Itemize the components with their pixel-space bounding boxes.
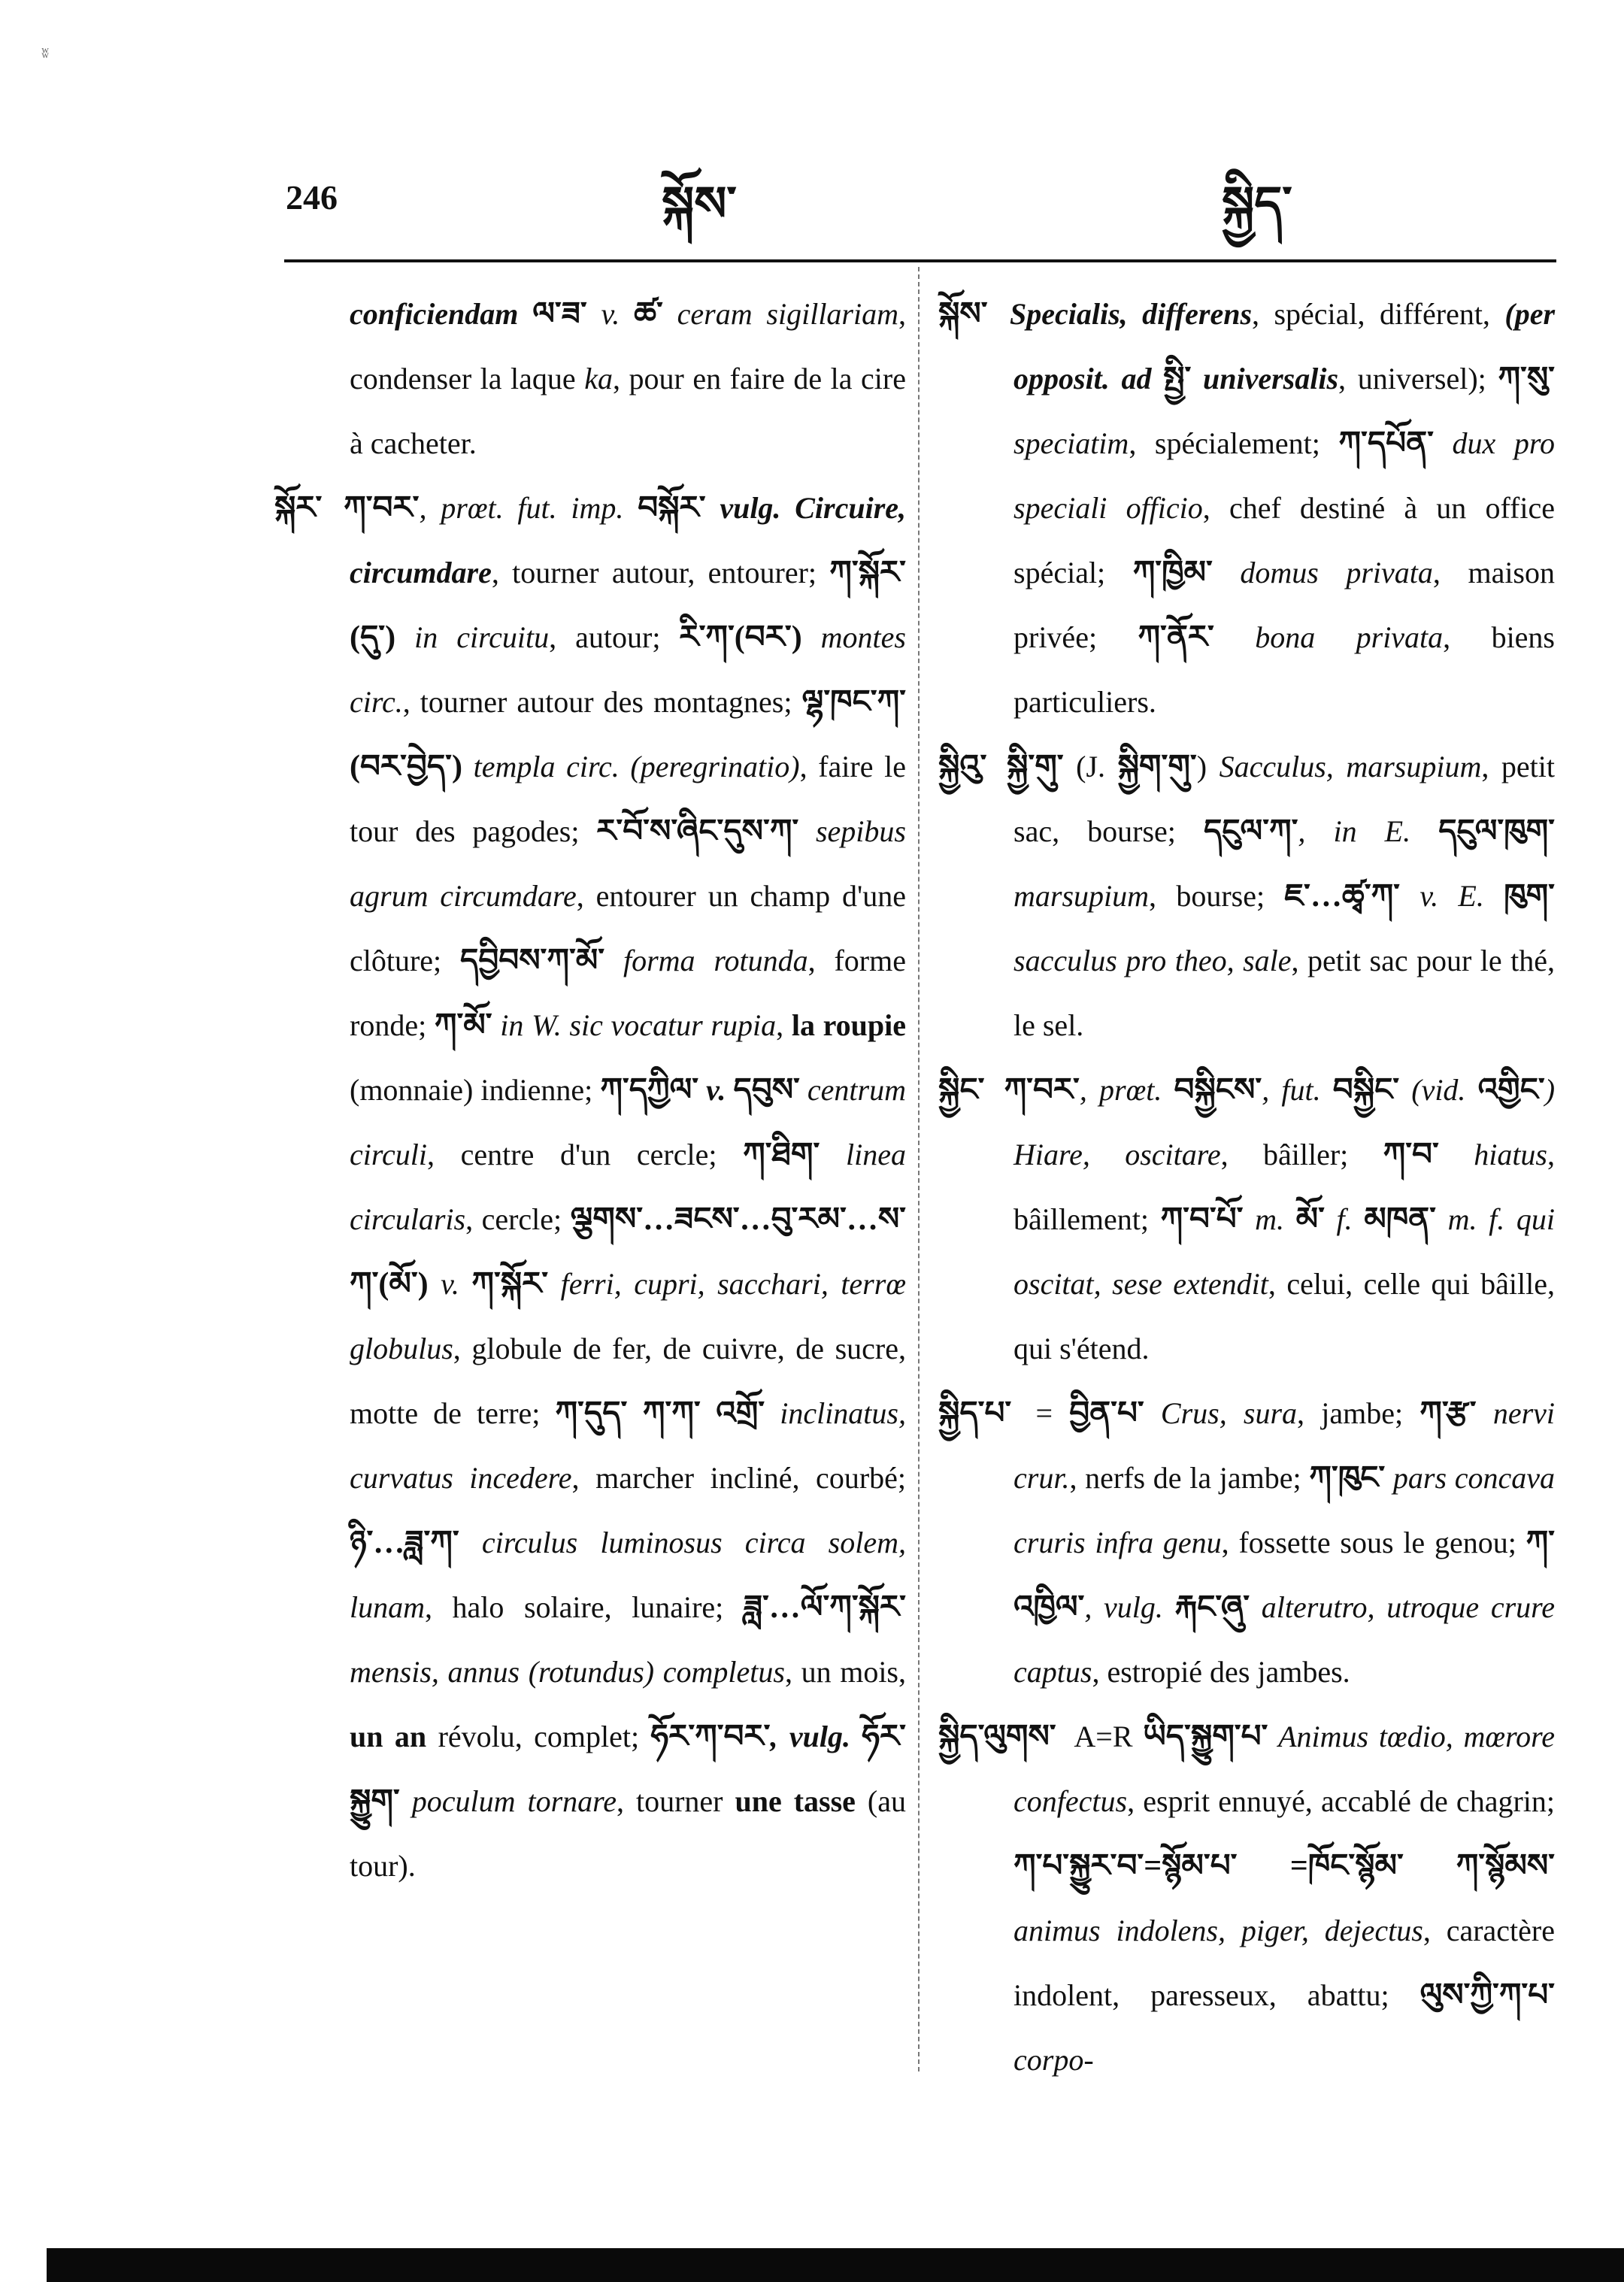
tibetan-term: མཁན་ bbox=[1364, 1202, 1436, 1237]
latin-gloss: , in E. bbox=[1298, 814, 1439, 848]
tibetan-term: ཁུག་ bbox=[1504, 879, 1555, 914]
french-gloss: , estropié des jambes. bbox=[1092, 1655, 1350, 1689]
latin-gloss: templa circ. (peregrinatio) bbox=[462, 750, 800, 783]
scan-bottom-bar bbox=[47, 2248, 1624, 2282]
french-gloss: , autour; bbox=[549, 620, 680, 654]
latin-gloss: f. bbox=[1324, 1202, 1365, 1236]
latin-gloss: nervi crur. bbox=[1013, 1396, 1556, 1495]
tibetan-term: ཀ་འཁྱིལ་ bbox=[1013, 1526, 1555, 1625]
entry-definition bbox=[1010, 297, 1555, 719]
latin-gloss: la roupie bbox=[791, 1008, 907, 1042]
latin-gloss: ) Hiare, oscitare bbox=[1013, 1073, 1556, 1171]
tibetan-term: སྐྱི་གུ་ bbox=[1007, 750, 1064, 784]
right-column bbox=[938, 282, 1555, 2093]
latin-gloss: (vid. bbox=[1399, 1073, 1478, 1107]
tibetan-term: དངུལ་ཀ་ bbox=[1203, 814, 1298, 849]
continuation-entry bbox=[274, 282, 906, 476]
tibetan-term: ཟླ་…ལོ་ཀ་སྐོར་ bbox=[743, 1590, 906, 1625]
latin-gloss: v. E. bbox=[1400, 879, 1504, 913]
latin-gloss: alterutro, utroque crure captus bbox=[1013, 1590, 1555, 1689]
header-rule bbox=[284, 259, 1556, 262]
column-divider bbox=[918, 267, 920, 2071]
french-gloss: , celui, celle qui bâille, qui s'étend. bbox=[1013, 1267, 1555, 1365]
latin-gloss: sepibus agrum circumdare bbox=[350, 814, 906, 913]
french-gloss: , spécialement; bbox=[1129, 426, 1339, 460]
latin-gloss: linea circularis bbox=[350, 1138, 906, 1236]
tibetan-term: ཡིད་སྐྱུག་པ་ bbox=[1143, 1720, 1268, 1754]
latin-gloss: m. f. qui oscitat, sese extendit bbox=[1013, 1202, 1555, 1301]
latin-gloss: marsupium bbox=[1013, 879, 1150, 913]
latin-gloss: ferri, cupri, sacchari, terrœ globulus bbox=[350, 1267, 906, 1365]
latin-gloss: universalis bbox=[1191, 362, 1339, 395]
latin-gloss: Sacculus, marsupium bbox=[1219, 750, 1482, 783]
tibetan-term: ཀ་བར་ bbox=[344, 491, 420, 526]
latin-gloss: , vulg. bbox=[1084, 1590, 1175, 1624]
latin-gloss: circulus luminosus circa solem, lunam bbox=[350, 1526, 906, 1624]
tibetan-term: མོ་ bbox=[1295, 1202, 1325, 1237]
tibetan-term: རི་ཀ་(བར་) bbox=[679, 620, 802, 655]
tibetan-term: དངུལ་ཁུག་ bbox=[1438, 814, 1555, 849]
french-gloss: , centre d'un cercle; bbox=[426, 1138, 744, 1171]
latin-gloss: Specialis, differens bbox=[1009, 297, 1253, 331]
continuation-text bbox=[350, 297, 906, 460]
entry-headword: སྐྱིང་ bbox=[938, 1073, 985, 1108]
tibetan-term: དབུས་ bbox=[733, 1073, 800, 1108]
tibetan-term: སྤྱི་ bbox=[1163, 362, 1192, 396]
french-gloss: , petit sac, bourse; bbox=[1013, 750, 1555, 848]
entry-definition bbox=[1004, 1073, 1555, 1365]
entry-headword: སྐྱིད་པ་ bbox=[938, 1396, 1012, 1431]
french-gloss: , pour en faire de la cire à cacheter. bbox=[350, 362, 906, 460]
tibetan-term: ཀ་བ་ bbox=[1383, 1138, 1439, 1172]
dictionary-entry bbox=[938, 1705, 1555, 2093]
french-gloss: , chef destiné à un office spécial; bbox=[1013, 491, 1555, 589]
entry-definition bbox=[344, 491, 906, 1883]
latin-gloss: forma rotunda bbox=[604, 944, 808, 977]
latin-gloss: , vulg. bbox=[770, 1720, 862, 1753]
french-gloss: , entourer un champ d'une clôture; bbox=[350, 879, 906, 977]
tibetan-term: ཀ་སྐོར་(དུ་) bbox=[350, 556, 906, 655]
french-gloss: , spécial, différent, bbox=[1252, 297, 1505, 331]
tibetan-term: བྱིན་པ་ bbox=[1069, 1396, 1144, 1431]
scan-mark: ʬ bbox=[41, 45, 50, 62]
left-column bbox=[274, 282, 906, 1899]
latin-gloss: montes circ. bbox=[350, 620, 906, 719]
latin-gloss: speciatim bbox=[1013, 426, 1129, 460]
latin-gloss: , prœt. bbox=[1079, 1073, 1174, 1107]
latin-gloss: pars concava cruris infra genu bbox=[1013, 1461, 1555, 1559]
tibetan-term: ར་བོ་ས་ཞིང་དུས་ཀ་ bbox=[596, 814, 799, 849]
french-gloss: , biens particuliers. bbox=[1013, 620, 1555, 719]
dictionary-entry bbox=[274, 476, 906, 1899]
french-gloss: , bâiller; bbox=[1220, 1138, 1383, 1171]
tibetan-term: ཚ་ bbox=[634, 297, 663, 332]
dictionary-entry bbox=[938, 735, 1555, 1058]
french-gloss: = bbox=[1035, 1396, 1070, 1430]
latin-gloss: , prœt. fut. imp. bbox=[419, 491, 638, 525]
tibetan-term: ཇ་…ཚྭ་ཀ་ bbox=[1284, 879, 1400, 914]
tibetan-term: ལྷ་ཁང་ཀ་(བར་བྱེད་) bbox=[350, 685, 906, 784]
french-gloss: , nerfs de la jambe; bbox=[1069, 1461, 1310, 1495]
latin-gloss: domus privata bbox=[1212, 556, 1433, 589]
dictionary-entry bbox=[938, 282, 1555, 735]
french-gloss: (monnaie) indienne; bbox=[350, 1073, 601, 1107]
entry-headword: སྐོས་ bbox=[938, 297, 988, 332]
tibetan-term: འགྱིང་ bbox=[1477, 1073, 1545, 1108]
latin-gloss: v. bbox=[698, 1073, 734, 1107]
entry-definition bbox=[1013, 1396, 1555, 1689]
french-gloss: , halo solaire, lunaire; bbox=[425, 1590, 744, 1624]
latin-gloss: in W. sic vocatur rupia bbox=[492, 1008, 777, 1042]
page-number: 246 bbox=[286, 178, 338, 217]
tibetan-term: ཀ་སྐོར་ bbox=[471, 1267, 549, 1302]
tibetan-term: ཀ་དཀྱིལ་ bbox=[600, 1073, 699, 1108]
latin-gloss: mensis, annus (rotundus) completus bbox=[350, 1655, 785, 1689]
latin-gloss: dux pro speciali officio bbox=[1013, 426, 1555, 525]
french-gloss: , globule de fer, de cuivre, de sucre, motte de terre; bbox=[350, 1332, 906, 1430]
tibetan-term: ཉི་…ཟླ་ཀ་ bbox=[350, 1526, 459, 1560]
french-gloss: , condenser la laque bbox=[350, 297, 906, 395]
dictionary-entry bbox=[938, 1058, 1555, 1381]
french-gloss: , petit sac pour le thé, le sel. bbox=[1013, 944, 1555, 1042]
latin-gloss: poculum tornare bbox=[399, 1784, 617, 1818]
tibetan-term: ཀ་ཁྱིམ་ bbox=[1132, 556, 1213, 590]
tibetan-term: ཀ་དཔོན་ bbox=[1338, 426, 1434, 461]
latin-gloss: v. bbox=[586, 297, 635, 331]
latin-gloss: Crus, sura bbox=[1144, 1396, 1298, 1430]
tibetan-term: ལུས་ཀྱི་ཀ་པ་ bbox=[1419, 1978, 1555, 2013]
tibetan-term: ཀ་རྩ་ bbox=[1419, 1396, 1477, 1431]
latin-gloss: (per opposit. ad bbox=[1013, 297, 1556, 395]
latin-gloss: corpo- bbox=[1013, 2043, 1094, 2077]
french-gloss: , bourse; bbox=[1149, 879, 1285, 913]
tibetan-term: ཧོར་སྐྱུག་ bbox=[350, 1720, 906, 1819]
latin-gloss: m. bbox=[1243, 1202, 1296, 1236]
tibetan-term: ཀ་ཁུང་ bbox=[1309, 1461, 1386, 1496]
left-running-head: སྐོས་ bbox=[662, 177, 737, 231]
entry-definition bbox=[1013, 1720, 1555, 2077]
french-gloss: , un mois, bbox=[784, 1655, 906, 1689]
latin-gloss: un an bbox=[350, 1720, 427, 1753]
french-gloss: (au tour). bbox=[350, 1784, 906, 1883]
latin-gloss: sacculus pro theo, sale bbox=[1013, 944, 1292, 977]
entry-headword: སྐོར་ bbox=[274, 491, 323, 526]
french-gloss: , caractère indolent, paresseux, abattu; bbox=[1013, 1914, 1555, 2012]
tibetan-term: བསྐྱིངས་ bbox=[1174, 1073, 1262, 1108]
french-gloss: révolu, complet; bbox=[426, 1720, 651, 1753]
french-gloss: (J. bbox=[1063, 750, 1118, 783]
tibetan-term: ཀ་སྙོམས་ bbox=[1456, 1849, 1555, 1883]
tibetan-term: ཀ་བ་པོ་ bbox=[1160, 1202, 1244, 1237]
tibetan-term: ཀ་དུད་ ཀ་ཀ་ འགྲོ་ bbox=[555, 1396, 765, 1431]
french-gloss: , fossette sous le genou; bbox=[1221, 1526, 1526, 1559]
tibetan-term: ཀ་ཐིག་ bbox=[743, 1138, 820, 1172]
latin-gloss: Animus tœdio, mœrore confectus bbox=[1013, 1720, 1556, 1818]
tibetan-term: ཀ་བར་ bbox=[1004, 1073, 1080, 1108]
dictionary-entry bbox=[938, 1381, 1555, 1705]
latin-gloss: ceram sigillariam bbox=[662, 297, 898, 331]
latin-gloss: inclinatus, curvatus incedere bbox=[350, 1396, 906, 1495]
tibetan-term: ཀ་ནོར་ bbox=[1138, 620, 1214, 655]
tibetan-term: བསྐྱིང་ bbox=[1332, 1073, 1400, 1108]
french-gloss: , tourner autour des montagnes; bbox=[402, 685, 802, 719]
tibetan-term: ཀ་སུ་ bbox=[1498, 362, 1555, 396]
french-gloss: , marcher incliné, courbé; bbox=[571, 1461, 906, 1495]
latin-gloss: conficiendam bbox=[350, 297, 533, 331]
latin-gloss: in circuitu bbox=[395, 620, 550, 654]
latin-gloss: bona privata bbox=[1213, 620, 1444, 654]
french-gloss bbox=[1404, 1849, 1456, 1883]
tibetan-term: ལྕགས་…ཟངས་…བུ་རམ་…ས་ཀ་(མོ་) bbox=[350, 1202, 906, 1302]
latin-gloss: centrum circuli bbox=[350, 1073, 906, 1171]
french-gloss: , forme ronde; bbox=[350, 944, 906, 1042]
french-gloss: , universel); bbox=[1338, 362, 1498, 395]
french-gloss: , bâillement; bbox=[1013, 1138, 1555, 1236]
latin-gloss: , fut. bbox=[1262, 1073, 1333, 1107]
entry-headword: སྐྱིའུ་ bbox=[938, 750, 987, 784]
entry-headword: སྐྱིད་ལུགས་ bbox=[938, 1720, 1056, 1754]
french-gloss: , tourner bbox=[617, 1784, 735, 1818]
tibetan-term: ཀ་པ་སྐྱུར་བ་=སྙོམ་པ་ =ཁོང་སྙོམ་ bbox=[1013, 1849, 1404, 1883]
french-gloss: , esprit ennuyé, accablé de chagrin; bbox=[1127, 1784, 1555, 1818]
french-gloss: A=R bbox=[1074, 1720, 1144, 1753]
latin-gloss: v. bbox=[428, 1267, 472, 1301]
latin-gloss: ka bbox=[584, 362, 613, 395]
french-gloss: , faire le tour des pagodes; bbox=[350, 750, 906, 848]
tibetan-term: བསྐོར་ bbox=[638, 491, 706, 526]
entry-definition bbox=[1007, 750, 1555, 1042]
french-gloss: , jambe; bbox=[1297, 1396, 1420, 1430]
french-gloss: , bbox=[776, 1008, 792, 1042]
latin-gloss: hiatus bbox=[1438, 1138, 1547, 1171]
french-gloss: , tourner autour, entourer; bbox=[491, 556, 830, 589]
french-gloss: , cercle; bbox=[465, 1202, 571, 1236]
latin-gloss: une tasse bbox=[735, 1784, 856, 1818]
latin-gloss: vulg. Circuire, circumdare bbox=[350, 491, 907, 589]
tibetan-term: ལ་ཟ་ bbox=[532, 297, 587, 332]
tibetan-term: ཀ་མོ་ bbox=[434, 1008, 492, 1043]
french-gloss: , maison privée; bbox=[1013, 556, 1555, 654]
tibetan-term: རྐང་ཞུ་ bbox=[1174, 1590, 1250, 1625]
tibetan-term: སྐྱིག་གུ་ bbox=[1117, 750, 1197, 784]
tibetan-term: དབྱིབས་ཀ་མོ་ bbox=[460, 944, 605, 978]
latin-gloss: animus indolens, piger, dejectus bbox=[1013, 1914, 1423, 1947]
right-running-head: སྐྱིད་ bbox=[1222, 177, 1292, 231]
tibetan-term: ཧོར་ཀ་བར་ bbox=[650, 1720, 771, 1754]
french-gloss: ) bbox=[1196, 750, 1220, 783]
